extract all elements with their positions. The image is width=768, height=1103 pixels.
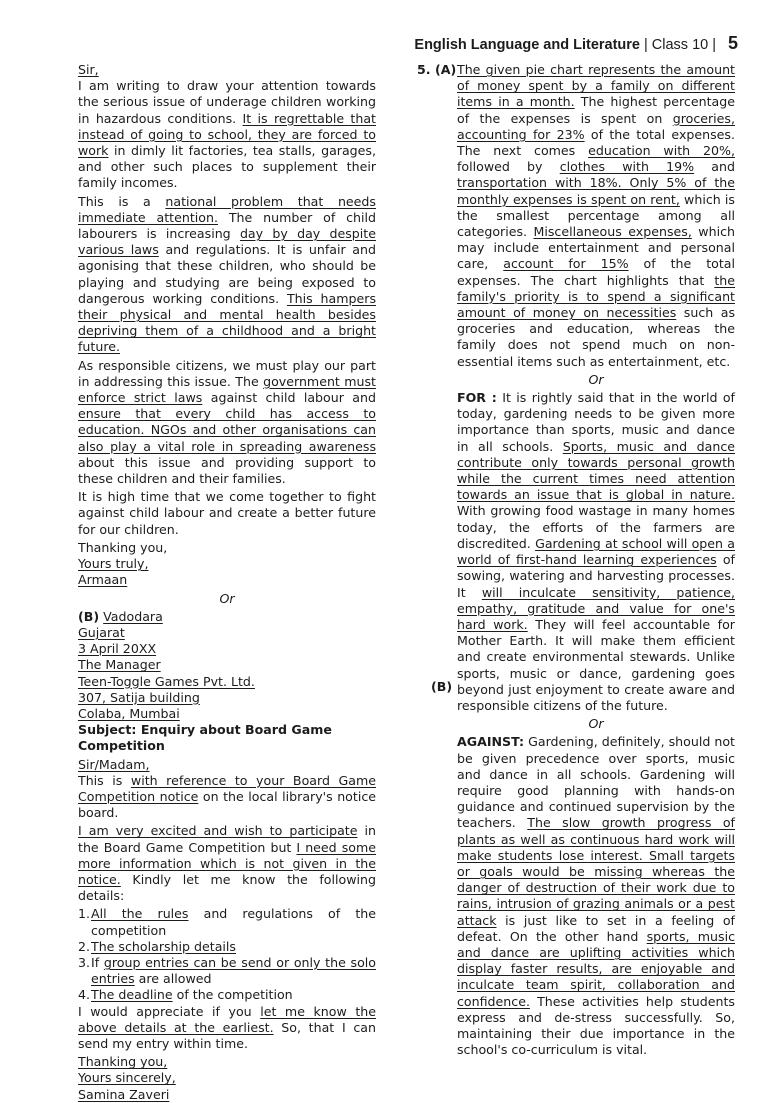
text-run: against child labour and [202, 390, 376, 406]
answer-paragraph [457, 734, 735, 1058]
text-run: The number of child labourers is increasing [78, 209, 376, 242]
list-item [78, 906, 376, 938]
closing-thanks: Thanking you, [78, 1054, 168, 1070]
text-run: They will feel accountable for Mother Earth. It will make them efficient and create environmental stewards. Unlike sports, music or dance, gardening goes beyond just enjoyment to create aware and responsible citizens of the future. [457, 616, 735, 713]
book-title: English Language and Literature [414, 37, 640, 53]
underlined-text: Miscellaneous expenses, [533, 224, 692, 240]
text-run: of sowing, watering and harvesting processes. It [457, 552, 735, 600]
address-line [78, 609, 376, 625]
text-run: which may include entertainment and personal care, [457, 224, 735, 272]
letter-salutation: Sir, [78, 62, 99, 77]
text-run: I would appreciate if you [78, 1003, 261, 1019]
letter-paragraph [78, 1004, 376, 1053]
right-column [457, 62, 735, 1060]
text-run: which is the smallest percentage among all categories. [457, 191, 735, 240]
list-text [91, 987, 376, 1003]
text-run: This is [78, 772, 131, 788]
list-item [78, 987, 376, 1003]
underlined-text: Sports, music and dance contribute only towards personal growth while the current times need attention towards an issue that is global in nature. [457, 438, 735, 503]
page-header [414, 33, 738, 54]
underlined-text: sports, music and dance are uplifting activities which display faster results, are enjoyable and inculcate team spirit, collaboration and confidence. [457, 928, 735, 1009]
subject-text: Enquiry about Board Game Competition [78, 722, 332, 754]
text-run: of the competition [172, 987, 293, 1003]
underlined-text: I am very excited and wish to participate [78, 823, 358, 839]
underlined-text: the family's priority is to spend a significant amount of money on necessities [457, 272, 735, 321]
text-run: As responsible citizens, we must play our part in addressing this issue. The [78, 357, 376, 389]
option-b-label: (B) [431, 679, 453, 694]
list-number: 2. [78, 938, 91, 954]
underlined-text: ensure that every child has access to education. NGOs and other organisations can also play a vital role in spreading awareness [78, 406, 376, 454]
subject-line [78, 722, 376, 754]
text-run: in dimly lit factories, tea stalls, garages, and other such places to supplement their family incomes. [78, 143, 376, 191]
list-text [91, 955, 376, 987]
or-divider: Or [219, 590, 235, 606]
underlined-text: Gardening at school will open a world of first-hand learning experiences [457, 535, 736, 568]
underlined-text: The given pie chart represents the amount of money spent by a family on different items in a month. [457, 62, 735, 110]
address-line: Teen-Toggle Games Pvt. Ltd. [78, 673, 255, 689]
text-run: These activities help students express and de-stress successfully. So, maintaining their due importance in the school's co-curriculum is vital. [457, 993, 735, 1058]
text-run: and [694, 159, 735, 175]
signature: Samina Zaveri [78, 1086, 170, 1102]
underlined-text: national problem that needs immediate attention. [78, 193, 376, 225]
text-run: Gardening, definitely, should not be given precedence over sports, music and dance in all schools. Gardening will require good planning with hands-on guidance and continued supervision by the teachers. [457, 734, 735, 831]
question-number: 5. [417, 62, 431, 77]
address-text: Vadodara [103, 608, 163, 624]
class-label: Class 10 [651, 37, 709, 53]
address-line: 3 April 20XX [78, 641, 157, 657]
left-column [78, 62, 376, 1103]
text-run: about this issue and providing support to these children and their families. [78, 454, 376, 487]
text-run: I am writing to draw your attention towards the serious issue of underage children working in hazardous conditions. [78, 78, 376, 126]
text-run: If [91, 954, 104, 970]
list-text [91, 906, 376, 938]
underlined-text: clothes with 19% [559, 159, 695, 175]
option-a-label: (A) [435, 62, 457, 77]
list-number: 4. [78, 987, 91, 1003]
list-number: 3. [78, 954, 91, 970]
list-text [91, 939, 376, 955]
underlined-text: let me know the above details at the earliest. [78, 1003, 376, 1035]
address-line: The Manager [78, 657, 161, 673]
text-run: It is rightly said that in the world of today, gardening needs to be given more importance than sports, music and dance in all schools. [457, 390, 735, 454]
text-run: in the Board Game Competition but [78, 823, 377, 855]
underlined-text: This hampers their physical and mental health besides depriving them of a childhood and a bright future. [78, 290, 377, 355]
against-label: AGAINST: [457, 734, 525, 750]
underlined-text: education with 20%, [588, 143, 735, 159]
text-run: of the total expenses. The chart highlights that [457, 256, 735, 288]
text-run: are allowed [134, 971, 212, 987]
letter-salutation: Sir/Madam, [78, 756, 150, 772]
text-run: followed by [457, 159, 560, 175]
list-number: 1. [78, 906, 91, 922]
for-label: FOR : [457, 390, 497, 406]
or-divider: Or [588, 371, 604, 387]
header-separator-2: | [712, 37, 716, 53]
underlined-text: I need some more information which is not given in the notice. [78, 839, 376, 887]
underlined-text: The deadline [91, 987, 173, 1003]
letter-paragraph [78, 78, 376, 191]
list-item [78, 939, 376, 955]
closing-yours: Yours truly, [78, 556, 149, 572]
text-run: on the local library's notice board. [78, 788, 376, 821]
letter-paragraph [78, 194, 376, 356]
address-line: Colaba, Mumbai [78, 705, 180, 721]
underlined-text: will inculcate sensitivity, patience, empathy, gratitude and value for one's hard work. [457, 584, 735, 632]
address-line: 307, Satija building [78, 689, 200, 705]
list-item [78, 955, 376, 987]
text-run: This is a [78, 193, 166, 209]
closing-yours: Yours sincerely, [78, 1070, 176, 1086]
underlined-text: account for 15% [503, 256, 629, 272]
subject-label: Subject: [78, 722, 137, 738]
text-run: The highest percentage of the expenses is spent on [457, 94, 735, 126]
letter-paragraph [78, 358, 376, 488]
against-text [457, 734, 735, 1057]
text-run: So, that I can send my entry within time. [78, 1019, 376, 1051]
text-run: It is high time that we come together to fight against child labour and create a better future for our children. [78, 489, 376, 537]
underlined-text: group entries can be send or only the solo entries [91, 954, 376, 987]
underlined-text: transportation with 18%. Only 5% of the monthly expenses is spent on rent, [457, 175, 735, 207]
underlined-text: All the rules [91, 906, 189, 922]
signature: Armaan [78, 572, 128, 588]
option-b-label: (B) [78, 608, 100, 624]
underlined-text: day by day despite various laws [78, 226, 376, 258]
text-run: such as groceries and education, whereas the family does not spend much on non-essential items such as entertainment, etc. [457, 305, 735, 369]
letter-paragraph [78, 823, 376, 904]
text-run: of the total expenses. The next comes [457, 126, 735, 159]
text-run: Kindly let me know the following details: [78, 871, 376, 904]
for-text [457, 390, 735, 713]
closing-thanks: Thanking you, [78, 539, 168, 555]
address-line: Gujarat [78, 624, 125, 640]
text-run: and regulations. It is unfair and agonising that these children, who should be playing and studying are being exposed to dangerous working conditions. [78, 242, 376, 306]
text-run: With growing food wastage in many homes today, the efforts of the farmers are discredited. [457, 503, 735, 551]
underlined-text: government must enforce strict laws [78, 373, 376, 406]
answer-paragraph [457, 390, 735, 714]
header-separator: | [644, 37, 648, 53]
underlined-text: It is regrettable that instead of going to school, they are forced to work [78, 110, 376, 159]
page-number: 5 [727, 33, 738, 53]
letter-paragraph [78, 773, 376, 822]
text-run: and regulations of the competition [91, 906, 376, 938]
underlined-text: groceries, accounting for 23% [457, 110, 735, 142]
text-run: is just like to set in a feeling of defeat. On the other hand [457, 912, 735, 944]
or-divider: Or [588, 716, 604, 732]
underlined-text: The scholarship details [91, 938, 236, 954]
letter-paragraph [78, 489, 376, 538]
underlined-text: The slow growth progress of plants as well as continuous hard work will make students lose interest. Small targets or goals would be missing whereas the danger of destruction of their work due to rains, intrusion of grazing animals or a pest attack [457, 815, 735, 928]
answer-paragraph [457, 62, 735, 370]
underlined-text: with reference to your Board Game Competition notice [78, 772, 376, 804]
